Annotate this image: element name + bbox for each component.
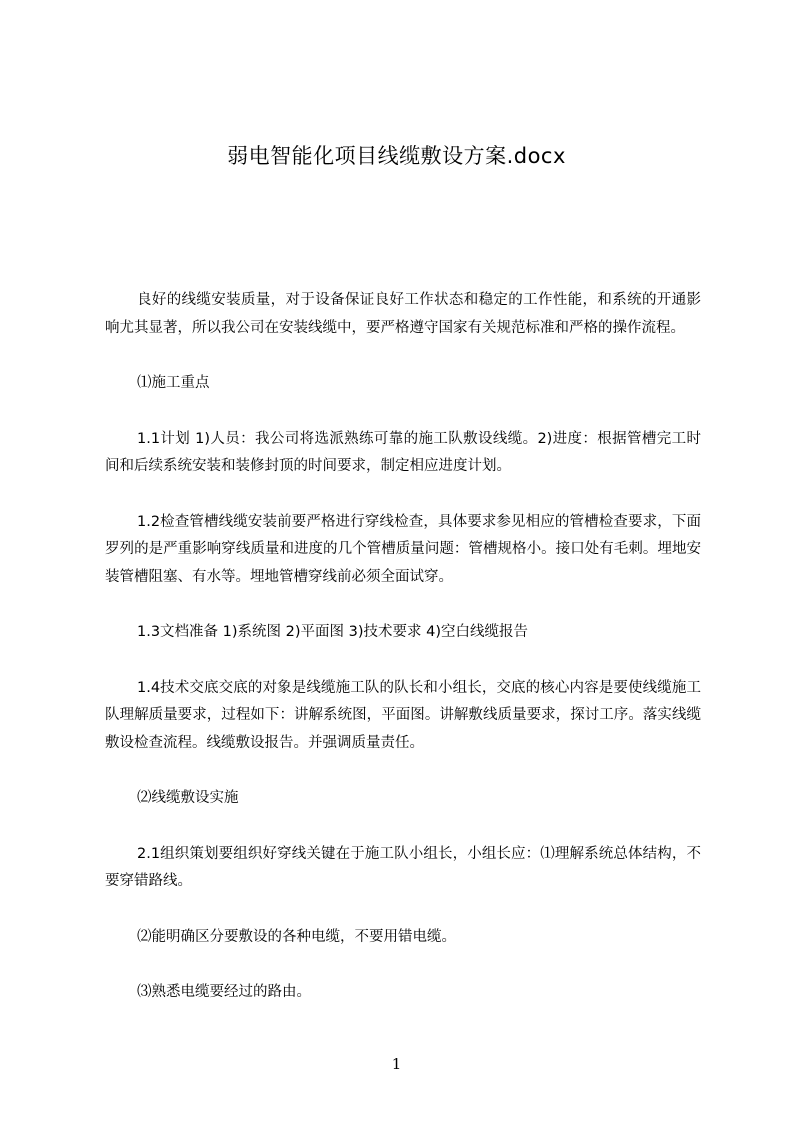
page-number: 1 <box>391 1055 402 1073</box>
paragraph-technical-briefing: 1.4技术交底交底的对象是线缆施工队的队长和小组长，交底的核心内容是要使线缆施工队理解质量要求，过程如下：讲解系统图，平面图。讲解敷线质量要求，探讨工序。落实线缆敷设检查流程。线缆敷设报告。并强调质量责任。 <box>105 679 701 751</box>
document-body <box>105 287 701 1035</box>
paragraph-route: ⑶熟悉电缆要经过的路由。 <box>137 984 311 1000</box>
paragraph-distinguish-cables: ⑵能明确区分要敷设的各种电缆，不要用错电缆。 <box>137 928 456 945</box>
paragraph-intro: 良好的线缆安装质量，对于设备保证良好工作状态和稳定的工作性能，和系统的开通影响尤其显著，所以我公司在安装线缆中，要严格遵守国家有关规范标准和严格的操作流程。 <box>105 292 701 336</box>
paragraph-plan: 1.1计划 1)人员：我公司将选派熟练可靠的施工队敷设线缆。2)进度：根据管槽完工时间和后续系统安装和装修封顶的时间要求，制定相应进度计划。 <box>105 430 701 474</box>
paragraph-document-prep: 1.3文档准备 1)系统图 2)平面图 3)技术要求 4)空白线缆报告 <box>137 624 529 640</box>
section-heading-cable-laying: ⑵线缆敷设实施 <box>137 790 239 806</box>
section-heading-construction-focus: ⑴施工重点 <box>137 375 210 391</box>
document-title: 弱电智能化项目线缆敷设方案.docx <box>227 144 566 168</box>
paragraph-organization: 2.1组织策划要组织好穿线关键在于施工队小组长，小组长应：⑴理解系统总体结构，不要穿错路线。 <box>105 845 701 889</box>
paragraph-inspection: 1.2检查管槽线缆安装前要严格进行穿线检查，具体要求参见相应的管槽检查要求，下面罗列的是严重影响穿线质量和进度的几个管槽质量问题：管槽规格小。接口处有毛刺。埋地安装管槽阻塞、有水等。埋地管槽穿线前必须全面试穿。 <box>105 513 701 585</box>
